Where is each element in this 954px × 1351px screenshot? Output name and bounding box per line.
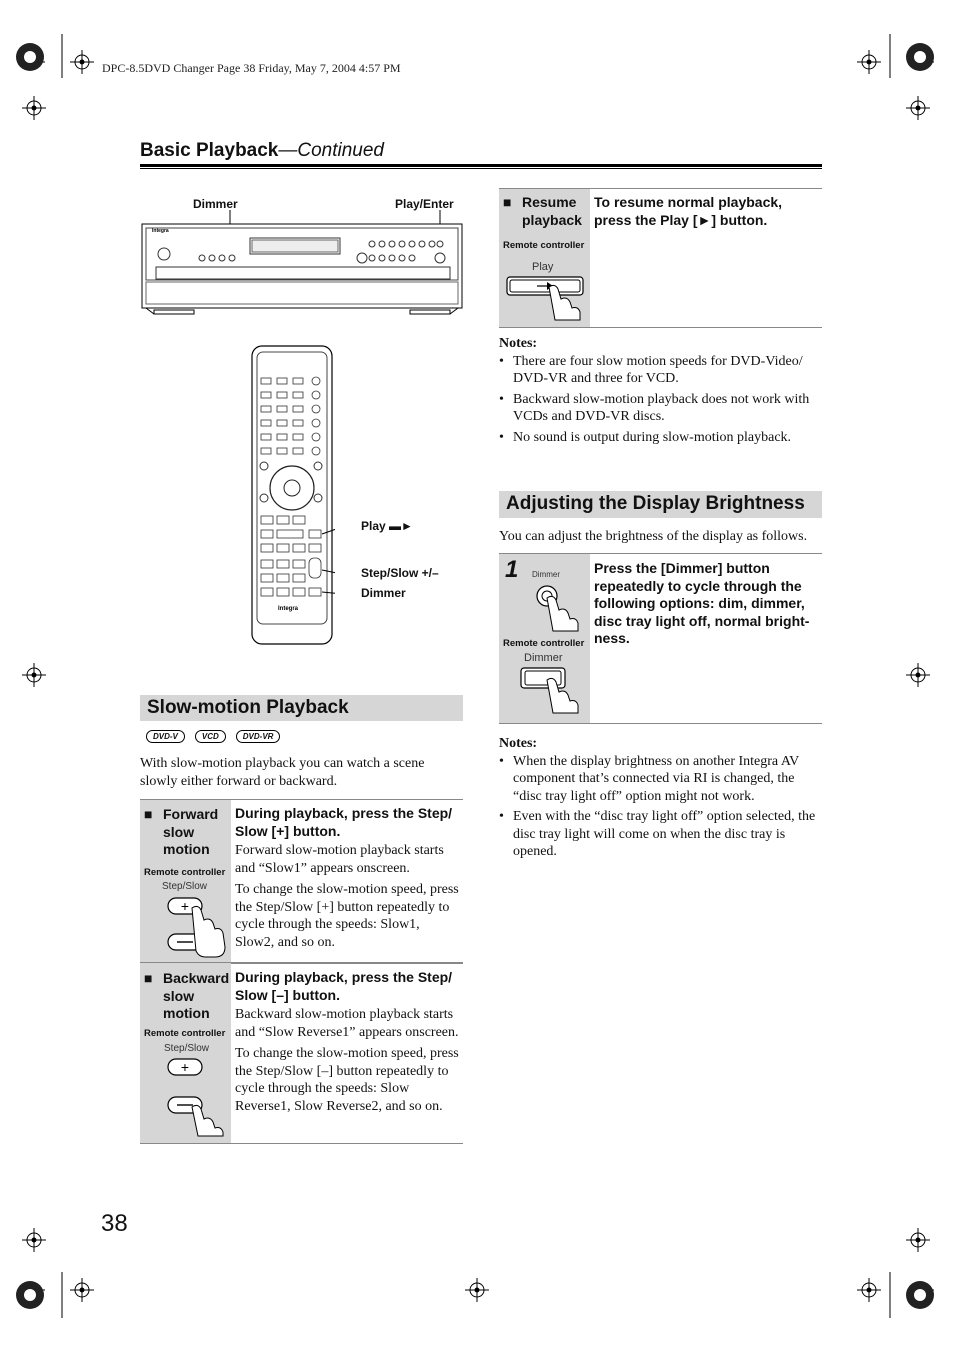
disc-type-icons <box>146 730 280 743</box>
forward-title: ■ Forward slow motion <box>144 806 219 857</box>
svg-text:+: + <box>180 1059 190 1075</box>
remote-step-callout: Step/Slow +/– <box>361 566 439 580</box>
section-title: Basic Playback <box>140 140 279 161</box>
note-item: • There are four slow motion speeds for DVD-Video/ DVD-VR and three for VCD. <box>499 353 822 388</box>
play-arrow-icon: ▬► <box>389 519 413 533</box>
backward-step-sidebar <box>140 963 231 1143</box>
forward-step-sidebar <box>140 800 231 963</box>
note-item: • Even with the “disc tray light off” option selected, the disc tray light will come on when the disc tray is opened. <box>499 808 822 861</box>
resume-button-label: Play <box>532 261 554 273</box>
resume-instruction: To resume normal playback, press the Play [►] button. <box>594 194 783 228</box>
remote-control-illustration <box>250 344 335 648</box>
brightness-remote-label: Remote controller <box>503 638 585 649</box>
forward-p1: Forward slow-motion playback starts and “Slow1” appears onscreen. <box>235 843 444 876</box>
brightness-instruction: Press the [Dimmer] button repeatedly to cycle through the following options: dim, dimmer, disc tray light off, normal bright-ness. <box>594 560 810 646</box>
top-dimmer-label: Dimmer <box>532 570 560 579</box>
forward-instruction: During playback, press the Step/ Slow [+] button. <box>235 805 453 839</box>
notes-heading: Notes: <box>499 736 538 751</box>
brightness-heading: Adjusting the Display Brightness <box>499 491 822 518</box>
forward-p2: To change the slow-motion speed, press the Step/Slow [+] button repeatedly to cycle through the speeds: Slow1, Slow2, and so on. <box>235 882 459 950</box>
dimmer-panel-button-press-icon <box>535 584 585 634</box>
forward-button-label: Step/Slow <box>162 881 208 892</box>
backward-button-label: Step/Slow <box>164 1043 210 1054</box>
vcd-icon: VCD <box>195 730 226 743</box>
resume-step <box>499 188 822 328</box>
square-bullet-icon: ■ <box>144 806 153 822</box>
backward-p2: To change the slow-motion speed, press the Step/Slow [–] button repeatedly to cycle through the speeds: Slow Reverse1, Slow Reverse2, and so on. <box>235 1046 459 1114</box>
panel-brand: Integra <box>152 228 169 234</box>
brightness-step-content <box>594 554 820 723</box>
resume-step-sidebar <box>499 189 590 327</box>
dimmer-callout: Dimmer <box>193 197 238 211</box>
dimmer-remote-button-press-icon <box>517 666 581 720</box>
brightness-step-sidebar <box>499 554 590 723</box>
note-item: • No sound is output during slow-motion playback. <box>499 429 822 447</box>
header-rule <box>140 164 822 167</box>
forward-slow-step <box>140 799 463 964</box>
remote-play-callout <box>361 519 413 533</box>
remote-dimmer-button-label: Dimmer <box>524 652 563 664</box>
slow-intro: With slow-motion playback you can watch a scene slowly either forward or backward. <box>140 756 425 789</box>
notes-heading: Notes: <box>499 336 538 351</box>
remote-dimmer-callout: Dimmer <box>361 586 406 600</box>
play-enter-callout: Play/Enter <box>395 197 454 211</box>
backward-step-content <box>235 963 461 1143</box>
print-slug: DPC-8.5DVD Changer Page 38 Friday, May 7, 2004 4:57 PM <box>102 61 401 75</box>
note-item: • When the display brightness on another Integra AV component that’s connected via RI is changed, the “disc tray light off” option might not work. <box>499 753 822 806</box>
svg-text:+: + <box>180 898 190 914</box>
step-slow-minus-press-icon <box>166 1057 228 1139</box>
running-header <box>140 140 384 162</box>
remote-brand: Integra <box>278 606 299 612</box>
section-continued: —Continued <box>278 140 384 161</box>
backward-slow-step <box>140 962 463 1144</box>
page-number: 38 <box>101 1210 128 1237</box>
square-bullet-icon: ■ <box>503 194 512 210</box>
square-bullet-icon: ■ <box>144 970 153 986</box>
forward-remote-label: Remote controller <box>144 867 226 878</box>
remote-play-label: Play <box>361 519 386 533</box>
slow-motion-heading: Slow-motion Playback <box>140 695 463 721</box>
play-button-press-icon <box>503 275 589 323</box>
notes-brightness <box>499 735 822 864</box>
header-rule-thin <box>140 168 822 169</box>
backward-p1: Backward slow-motion playback starts and “Slow Reverse1” appears onscreen. <box>235 1007 459 1040</box>
backward-remote-label: Remote controller <box>144 1028 226 1039</box>
dvd-changer-front-panel <box>140 210 466 322</box>
backward-instruction: During playback, press the Step/ Slow [–] button. <box>235 969 453 1003</box>
dvd-vr-icon: DVD-VR <box>236 730 281 743</box>
backward-title: ■ Backward slow motion <box>144 970 230 1021</box>
note-item: • Backward slow-motion playback does not work with VCDs and DVD-VR discs. <box>499 391 822 426</box>
resume-remote-label: Remote controller <box>503 240 585 251</box>
forward-step-content <box>235 800 461 963</box>
notes-slow-motion <box>499 335 822 449</box>
step-slow-plus-press-icon <box>166 894 226 960</box>
step-number: 1 <box>505 556 519 583</box>
brightness-step <box>499 553 822 724</box>
dvd-v-icon: DVD-V <box>146 730 185 743</box>
brightness-intro: You can adjust the brightness of the display as follows. <box>499 529 808 544</box>
resume-title: ■ Resume playback <box>503 194 582 228</box>
resume-step-content <box>594 189 820 327</box>
